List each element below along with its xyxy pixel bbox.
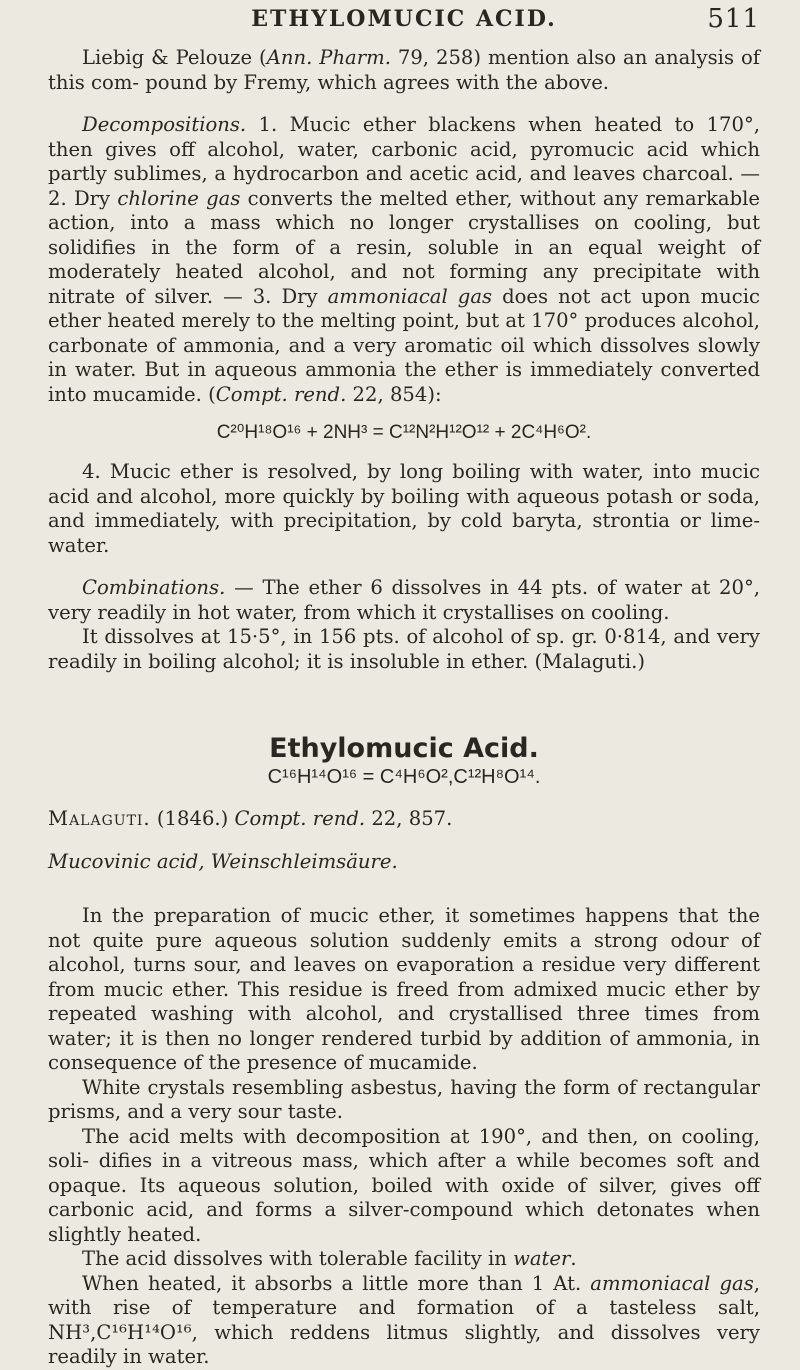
body-paragraph-5 — [48, 1272, 760, 1370]
section-title: Ethylomucic Acid. — [269, 733, 539, 764]
ammoniacal-gas-term: ammoniacal gas — [590, 1271, 754, 1295]
intro-text-start: Liebig & Pelouze ( — [82, 46, 267, 69]
author-name: Malaguti. — [48, 807, 151, 830]
water-term: water — [513, 1247, 571, 1270]
body-p4-end: . — [570, 1247, 577, 1270]
body-paragraph-1: In the preparation of mucic ether, it sometimes happens that the not quite pure aqueous solution suddenly emits a strong odour of alcohol, turns sour, and leaves on evaporation a residue very different from mucic ether. This residue is freed from admixed mucic ether by repeated washing with alcohol, and crystallised three times from water; it is then no longer rendered turbid by addition of ammonia, in consequence of the presence of mucamide. — [48, 904, 760, 1074]
reference-year: (1846.) — [150, 807, 235, 830]
ammonia-term: ammoniacal gas — [327, 284, 493, 308]
section-synonyms: Mucovinic acid, Weinschleimsäure. — [48, 849, 398, 873]
decompositions-text-d: 22, 854): — [346, 382, 442, 406]
intro-paragraph — [48, 46, 760, 95]
decompositions-paragraph-4: 4. Mucic ether is resolved, by long boiling with water, into mucic acid and alcohol, more quickly by boiling with aqueous potash or soda, and immediately, with precipitation, by cold baryta, strontia or lime-water. — [48, 460, 760, 557]
decompositions-paragraph — [48, 113, 760, 407]
compt-rend-ref: Compt. rend. — [215, 382, 347, 406]
body-p5-text: When heated, it absorbs a little more than 1 At. — [82, 1271, 591, 1295]
decomposition-equation: C²⁰H¹⁸O¹⁶ + 2NH³ = C¹²N²H¹²O¹² + 2C⁴H⁶O². — [216, 422, 592, 443]
body-p4-text: The acid dissolves with tolerable facility in — [82, 1247, 514, 1270]
reference-volume: 22, 857. — [365, 807, 453, 830]
body-paragraph-2: White crystals resembling asbestus, having the form of rectangular prisms, and a very sour taste. — [48, 1075, 760, 1123]
body-p5-end: , with rise of temperature and formation of a tasteless salt, NH³,C¹⁶H¹⁴O¹⁶, which reddens litmus slightly, and dissolves very readily in water. — [48, 1271, 761, 1368]
page-number: 511 — [707, 4, 760, 34]
intro-text-end: 79, 258) mention also an analysis of this com- pound by Fremy, which agrees with the above. — [48, 46, 760, 94]
running-title: ETHYLOMUCIC ACID. — [251, 6, 557, 32]
page-header — [48, 0, 760, 44]
section-formula: C¹⁶H¹⁴O¹⁶ = C⁴H⁶O²,C¹²H⁸O¹⁴. — [267, 766, 541, 788]
decompositions-heading: Decompositions. — [82, 113, 247, 136]
combinations-heading: Combinations. — [82, 576, 226, 599]
combinations-text: — The ether 6 dissolves in 44 pts. of water at 20°, very readily in hot water, from which it crystallises on cooling. — [48, 576, 760, 624]
intro-journal: Ann. Pharm. — [266, 46, 391, 69]
body-paragraph-3: The acid melts with decomposition at 190°, and then, on cooling, soli- difies in a vitreous mass, which after a while becomes soft and opaque. Its aqueous solution, boiled with oxide of silver, gives off carbonic acid, and forms a silver-compound which detonates when slightly heated. — [48, 1124, 760, 1246]
section-reference — [48, 807, 760, 832]
body-paragraph-4 — [48, 1247, 760, 1272]
decompositions-text-a: 1. Mucic ether blackens when heated to 170°, then gives off alcohol, water, carbonic acid, pyromucic acid which partly sublimes, a hydrocarbon and acetic acid, and leaves charcoal. — 2. Dry — [48, 113, 760, 210]
reference-journal: Compt. rend. — [234, 807, 366, 830]
combinations-paragraph-2: It dissolves at 15·5°, in 156 pts. of alcohol of sp. gr. 0·814, and very readily in boiling alcohol; it is insoluble in ether. (Malaguti.) — [48, 625, 760, 673]
decompositions-text-c: does not act upon mucic ether heated merely to the melting point, but at 170° produces alcohol, carbonate of ammonia, and a very aromatic oil which dissolves slowly in water. But in aqueous ammonia the ether is immediately converted into mucamide. ( — [48, 284, 760, 406]
decompositions-text-b: converts the melted ether, without any remarkable action, into a mass which no longer crystallises on cooling, but solidifies in the form of a resin, soluble in an equal weight of moderately heated alcohol, and not forming any precipitate with nitrate of silver. — 3. Dry — [48, 186, 761, 308]
chlorine-term: chlorine gas — [117, 186, 241, 210]
combinations-paragraph — [48, 576, 760, 625]
